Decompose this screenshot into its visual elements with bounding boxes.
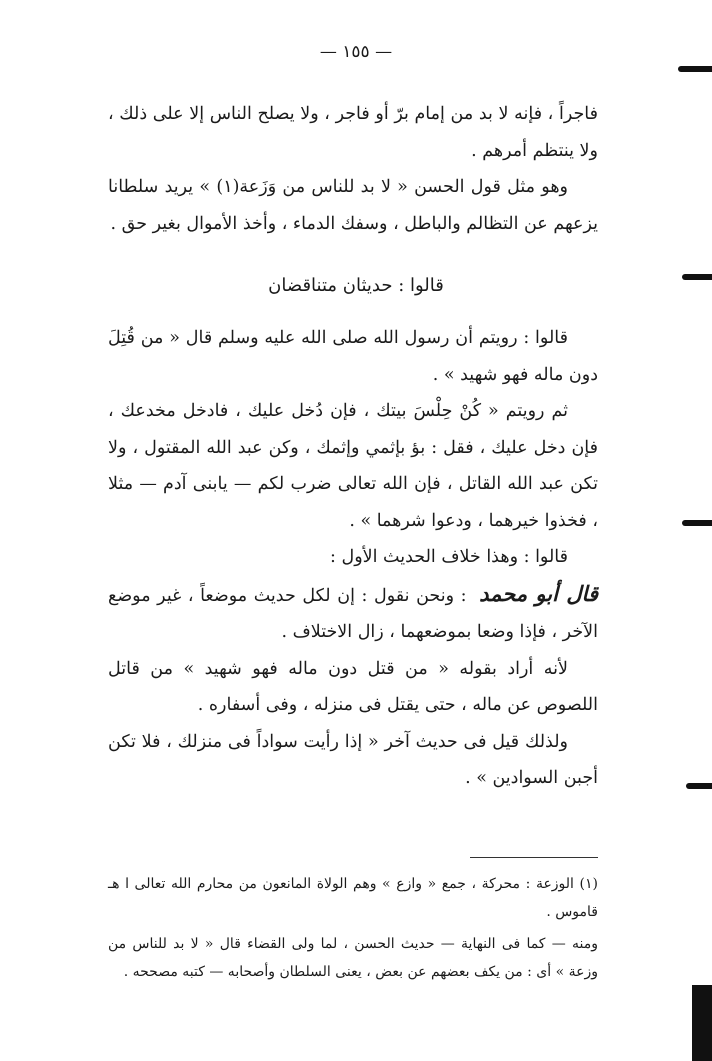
footnote: (١) الوزعة : محركة ، جمع « وازع » وهم الولاة المانعون من محارم الله تعالى ا هـ قاموس . <box>108 876 598 920</box>
abu-muhammad-paragraph <box>108 576 598 651</box>
paragraph: قالوا : رويتم أن رسول الله صلى الله عليه وسلم قال « من قُتِلَ دون ماله فهو شهيد » . <box>108 328 598 385</box>
top-text-block <box>108 96 598 242</box>
paragraph: ثم رويتم « كُنْ حِلْسَ بيتك ، فإن دُخل عليك ، فادخل مخدعك ، فإن دخل عليك ، فقل : بؤ بإثمي وإثمك ، وكن عبد الله المقتول ، ولا تكن عبد الله القاتل ، فإن الله تعالى ضرب لكم — يابنى آدم — مثلا ، فخذوا خيرهما ، ودعوا شرهما » . <box>108 401 598 531</box>
paragraph: وهو مثل قول الحسن « لا بد للناس من وَزَعة(١) » يريد سلطانا يزعهم عن التظالم والباطل ، وسفك الدماء ، وأخذ الأموال بغير حق . <box>108 177 598 234</box>
section-heading: قالوا : حديثان متناقضان <box>268 275 444 296</box>
footnote: ومنه — كما فى النهاية — حديث الحسن ، لما ولى القضاء قال « لا بد للناس من وزعة » أى : من يكف بعضهم عن بعض ، يعنى السلطان وأصحابه — كتبه مصححه . <box>108 936 598 980</box>
footnotes <box>108 870 598 986</box>
page-number: — ١٥٥ — <box>319 42 393 62</box>
main-text-block <box>108 320 598 797</box>
paragraph: لأنه أراد بقوله « من قتل دون ماله فهو شهيد » من قاتل اللصوص عن ماله ، حتى يقتل فى منزله ، وفى أسفاره . <box>108 658 598 715</box>
scan-edge-mark <box>682 520 712 526</box>
paragraph: قالوا : وهذا خلاف الحديث الأول : <box>330 547 568 567</box>
scan-edge-mark <box>686 783 712 789</box>
abu-muhammad-label: قال أبو محمد <box>479 580 598 606</box>
footnote-divider <box>470 857 598 858</box>
paragraph: فاجراً ، فإنه لا بد من إمام برّ أو فاجر ، ولا يصلح الناس إلا على ذلك ، ولا ينتظم أمرهم . <box>108 104 598 161</box>
scan-edge-shadow <box>692 985 712 1061</box>
abu-muhammad-text: : ونحن نقول : إن لكل حديث موضعاً ، غير موضع الآخر ، فإذا وضعا بموضعهما ، زال الاختلاف . <box>108 585 598 642</box>
paragraph: ولذلك قيل فى حديث آخر « إذا رأيت سواداً فى منزلك ، فلا تكن أجبن السوادين » . <box>108 731 598 788</box>
scan-edge-mark <box>678 66 712 72</box>
